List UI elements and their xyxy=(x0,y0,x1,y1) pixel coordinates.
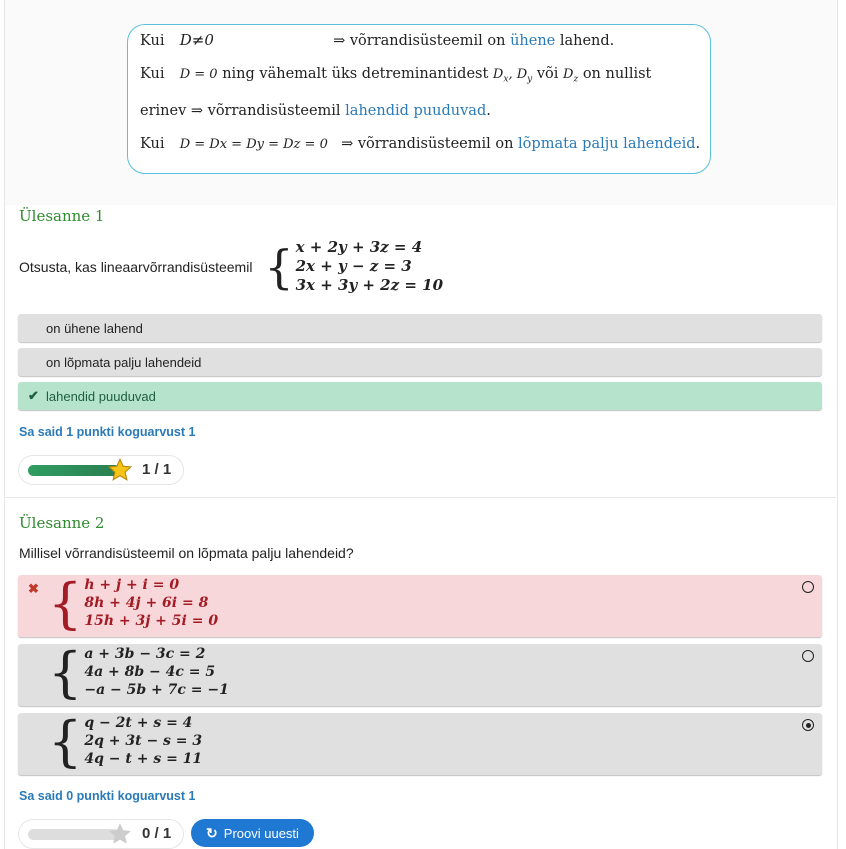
info-text: Kui xyxy=(140,136,165,152)
option-system xyxy=(48,710,203,773)
info-text: . xyxy=(486,103,491,119)
math-dx: D xyxy=(492,67,504,82)
task2-score-text: Sa said 0 punkti koguarvust 1 xyxy=(19,789,196,803)
task2-progress xyxy=(18,819,184,849)
task2-title: Ülesanne 2 xyxy=(19,514,105,532)
task1-title: Ülesanne 1 xyxy=(19,207,105,225)
math-sub: y xyxy=(527,74,533,85)
info-text: võrrandisüsteemil on xyxy=(349,33,506,49)
info-text: on nullist xyxy=(582,66,652,82)
math-condition: D = 0 xyxy=(179,67,218,82)
info-line-4 xyxy=(140,136,700,152)
info-line-2 xyxy=(140,66,651,85)
task1-question-text: Otsusta, kas lineaarvõrrandisüsteemil xyxy=(19,258,253,275)
check-icon: ✔ xyxy=(28,388,39,403)
progress-label: 0 / 1 xyxy=(142,825,172,842)
option-label: on ühene lahend xyxy=(46,321,143,336)
implies-arrow: ⇒ xyxy=(341,136,354,152)
info-text: või xyxy=(536,66,559,82)
brace-icon: { xyxy=(264,239,294,294)
brace-icon: { xyxy=(48,710,83,773)
math-condition: D≠0 xyxy=(179,31,214,49)
cross-icon: ✖ xyxy=(28,581,39,596)
equation: 4q − t + s = 11 xyxy=(84,750,203,767)
equation: 4a + 8b − 4c = 5 xyxy=(84,664,216,681)
progress-label: 1 / 1 xyxy=(142,461,172,478)
option-label: lahendid puuduvad xyxy=(46,389,156,404)
option-system xyxy=(48,641,229,704)
brace-icon: { xyxy=(48,641,83,704)
info-highlight: lahendid puuduvad xyxy=(345,103,487,119)
equation: q − 2t + s = 4 xyxy=(84,715,193,732)
math-sub: z xyxy=(573,74,579,85)
equation: 3x + 3y + 2z = 10 xyxy=(295,276,444,295)
math-condition: D = Dx = Dy = Dz = 0 xyxy=(179,137,328,152)
task2-option-3[interactable] xyxy=(18,710,822,775)
retry-button[interactable] xyxy=(191,819,314,847)
info-line-1 xyxy=(140,31,614,49)
equation: 2q + 3t − s = 3 xyxy=(84,733,203,750)
info-text: Kui xyxy=(140,66,165,82)
math-dz: D xyxy=(563,67,574,82)
task2-option-1[interactable] xyxy=(18,572,822,637)
equation: x + 2y + 3z = 4 xyxy=(295,238,423,256)
math-sub: x xyxy=(503,74,509,85)
info-line-3 xyxy=(140,103,491,119)
radio-button[interactable] xyxy=(802,581,814,593)
math-dy: D xyxy=(516,67,528,82)
info-text: ning vähemalt üks detreminantidest xyxy=(222,66,489,82)
equation: 15h + 3j + 5i = 0 xyxy=(84,612,219,629)
math-sep: , xyxy=(508,67,513,82)
info-box xyxy=(127,24,711,174)
task2-option-2[interactable] xyxy=(18,641,822,706)
option-system xyxy=(48,572,219,635)
task1-progress xyxy=(18,455,184,485)
option-label: on lõpmata palju lahendeid xyxy=(46,355,202,370)
task1-option-2[interactable] xyxy=(18,348,822,376)
info-highlight: ühene xyxy=(510,33,556,49)
section-divider xyxy=(5,497,836,498)
task1-option-1[interactable] xyxy=(18,314,822,342)
info-text: võrrandisüsteemil xyxy=(207,103,341,119)
equation: 8h + 4j + 6i = 8 xyxy=(84,595,209,612)
star-icon xyxy=(107,821,133,847)
task2-question: Millisel võrrandisüsteemil on lõpmata palju lahendeid? xyxy=(19,545,354,561)
brace-icon: { xyxy=(48,572,83,635)
implies-arrow: ⇒ xyxy=(190,103,204,119)
redo-icon: ↻ xyxy=(206,824,218,841)
equation: h + j + i = 0 xyxy=(84,577,180,594)
radio-button[interactable] xyxy=(802,650,814,662)
equation: −a − 5b + 7c = −1 xyxy=(84,681,229,698)
equation: 2x + y − z = 3 xyxy=(295,257,412,276)
info-text: lahend. xyxy=(559,33,615,49)
retry-label: Proovi uuesti xyxy=(223,825,299,841)
task1-option-3[interactable] xyxy=(18,382,822,410)
task1-score-text: Sa said 1 punkti koguarvust 1 xyxy=(19,425,196,439)
info-text: erinev xyxy=(140,103,187,119)
task1-system xyxy=(256,238,443,296)
info-text: võrrandisüsteemil on xyxy=(357,136,514,152)
info-highlight: lõpmata palju lahendeid xyxy=(518,136,696,152)
info-text: . xyxy=(695,136,701,152)
info-text: Kui xyxy=(140,33,165,49)
star-icon xyxy=(107,457,133,483)
implies-arrow: ⇒ xyxy=(333,33,346,49)
radio-button-selected[interactable] xyxy=(802,719,814,731)
task1-question xyxy=(19,238,443,296)
equation: a + 3b − 3c = 2 xyxy=(84,646,206,663)
